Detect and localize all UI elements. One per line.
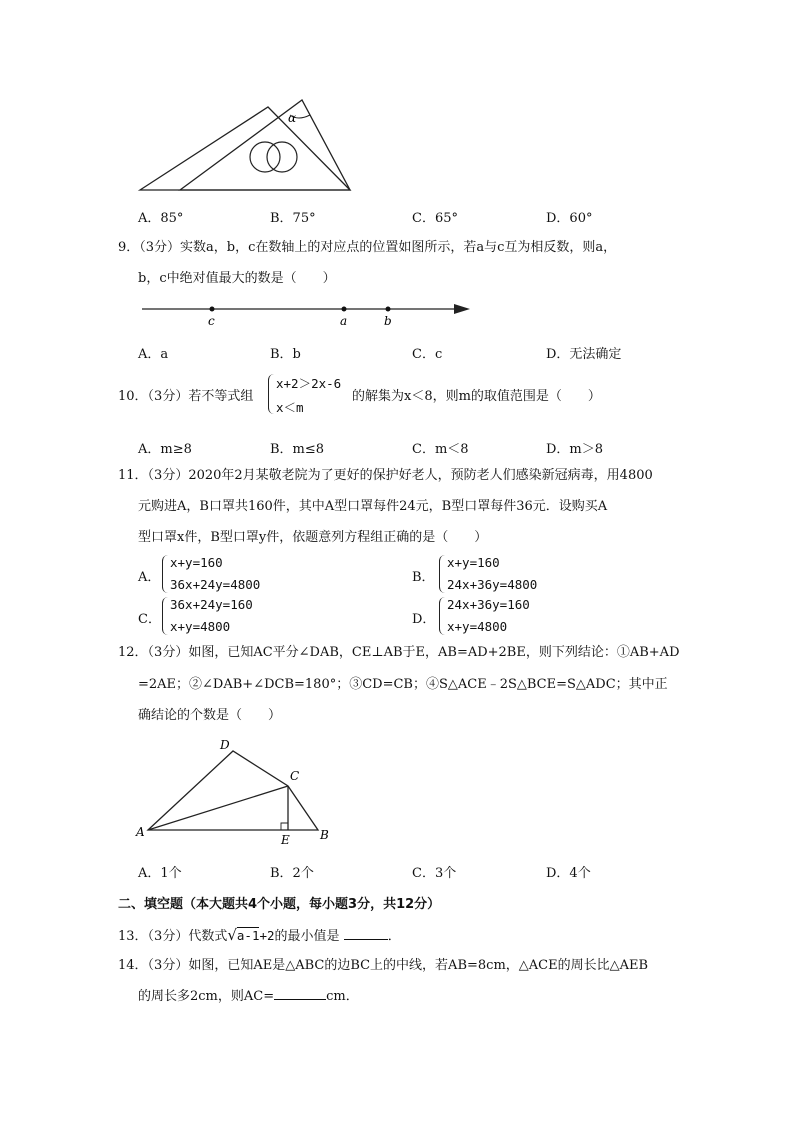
q11-option-c-label[interactable]: C． xyxy=(138,612,161,627)
q12-stem-line2: =2AE；②∠DAB+∠DCB=180°；③CD=CB；④S△ACE﹣2S△BCE=S△ADC；其中正 xyxy=(138,677,668,692)
q11-stem-line1: 11．（3分）2020年2月某敬老院为了更好的保护好老人，预防老人们感染新冠病毒，用4800 xyxy=(118,468,653,483)
q10-stem-suffix: 的解集为x＜8，则m的取值范围是（ ） xyxy=(352,389,601,404)
label-c: c xyxy=(208,314,215,328)
right-angle-mark xyxy=(281,823,288,830)
q9-option-d[interactable]: D．无法确定 xyxy=(546,347,622,362)
q11-option-c-eq2: x+y=4800 xyxy=(170,619,231,634)
q14-line2-suffix: cm． xyxy=(326,989,359,1004)
q8-option-c[interactable]: C．65° xyxy=(412,211,458,226)
q10-option-b[interactable]: B．m≤8 xyxy=(270,442,325,457)
arrow-head-icon xyxy=(454,304,470,314)
q11-option-c-eq1: 36x+24y=160 xyxy=(170,597,253,612)
q10-option-c[interactable]: C．m＜8 xyxy=(412,442,469,457)
q11-stem-line3: 型口罩x件，B型口罩y件，依题意列方程组正确的是（ ） xyxy=(138,530,488,545)
number-line xyxy=(138,298,478,330)
q14-stem-line1: 14．（3分）如图，已知AE是△ABC的边BC上的中线，若AB=8cm，△ACE的周长比△AEB xyxy=(118,958,649,973)
q10-inequality-2: x＜m xyxy=(276,400,304,415)
q11-option-b-eq2: 24x+36y=4800 xyxy=(447,577,538,592)
q11-option-d-eq1: 24x+36y=160 xyxy=(447,597,530,612)
point-label-e: E xyxy=(281,833,290,847)
q12-figure xyxy=(130,735,340,850)
q12-stem-line1: 12．（3分）如图，已知AC平分∠DAB，CE⊥AB于E，AB=AD+2BE，则下列结论：①AB+AD xyxy=(118,645,680,660)
q11-option-b-eq1: x+y=160 xyxy=(447,555,500,570)
q11-option-b-label[interactable]: B． xyxy=(412,570,435,585)
q11-stem-line2: 元购进A，B口罩共160件，其中A型口罩每件24元，B型口罩每件36元．设购买A xyxy=(138,499,608,514)
triangle-inner xyxy=(180,100,350,190)
q11-option-a-eq1: x+y=160 xyxy=(170,555,223,570)
q9-stem-line2: b，c中绝对值最大的数是（ ） xyxy=(138,271,336,286)
q14-line2-prefix: 的周长多2cm，则AC= xyxy=(138,989,275,1004)
q13-end: ． xyxy=(387,929,401,944)
q11-option-c-brace xyxy=(162,597,168,635)
angle-label: α xyxy=(288,111,297,125)
q9-option-b[interactable]: B．b xyxy=(270,347,301,362)
section-title: 二、填空题（本大题共4个小题，每小题3分，共12分） xyxy=(118,897,441,912)
q8-option-a[interactable]: A．85° xyxy=(138,211,184,226)
q11-option-d-label[interactable]: D． xyxy=(412,612,436,627)
q11-option-a-eq2: 36x+24y=4800 xyxy=(170,577,261,592)
quadrilateral-abcd xyxy=(148,751,318,830)
q9-option-c[interactable]: C．c xyxy=(412,347,443,362)
q9-option-a[interactable]: A．a xyxy=(138,347,169,362)
q13-line xyxy=(118,926,401,946)
q11-option-b-brace xyxy=(439,555,445,593)
q12-stem-line3: 确结论的个数是（ ） xyxy=(138,708,282,723)
q13-plus: +2 xyxy=(259,928,275,943)
point-c xyxy=(210,307,215,312)
q11-option-d-eq2: x+y=4800 xyxy=(447,619,508,634)
circle-right xyxy=(267,142,297,172)
q8-figure xyxy=(130,95,360,195)
point-a xyxy=(342,307,347,312)
q9-stem-line1: 9．（3分）实数a，b，c在数轴上的对应点的位置如图所示，若a与c互为相反数，则a， xyxy=(118,240,617,255)
q13-answer-blank[interactable] xyxy=(344,939,388,940)
q11-option-a-brace xyxy=(162,555,168,593)
q10-inequality-1: x+2＞2x-6 xyxy=(276,376,342,391)
triangle-outer xyxy=(140,107,350,190)
q11-option-a-label[interactable]: A． xyxy=(138,570,161,585)
q10-brace xyxy=(268,374,274,414)
point-label-b: B xyxy=(320,828,329,842)
q10-stem-prefix: 10．（3分）若不等式组 xyxy=(118,389,254,404)
point-b xyxy=(386,307,391,312)
sqrt-icon: √ xyxy=(227,926,237,944)
point-label-c: C xyxy=(290,769,300,783)
q14-answer-blank[interactable] xyxy=(274,999,326,1000)
q13-prefix: 13．（3分）代数式 xyxy=(118,929,228,944)
q12-option-d[interactable]: D．4个 xyxy=(546,866,591,881)
q12-option-c[interactable]: C．3个 xyxy=(412,866,457,881)
segment-ac xyxy=(148,786,288,830)
label-b: b xyxy=(384,314,392,328)
point-label-a: A xyxy=(136,825,145,839)
q8-option-b[interactable]: B．75° xyxy=(270,211,316,226)
q10-option-a[interactable]: A．m≥8 xyxy=(138,442,192,457)
circle-left xyxy=(250,142,280,172)
q10-option-d[interactable]: D．m＞8 xyxy=(546,442,604,457)
q13-suffix: 的最小值是 xyxy=(274,929,340,944)
q13-radicand: a-1 xyxy=(236,928,260,943)
point-label-d: D xyxy=(220,738,230,752)
q12-option-b[interactable]: B．2个 xyxy=(270,866,314,881)
q8-option-d[interactable]: D．60° xyxy=(546,211,593,226)
q12-option-a[interactable]: A．1个 xyxy=(138,866,182,881)
q14-line2 xyxy=(138,988,359,1006)
q11-option-d-brace xyxy=(439,597,445,635)
label-a: a xyxy=(340,314,348,328)
